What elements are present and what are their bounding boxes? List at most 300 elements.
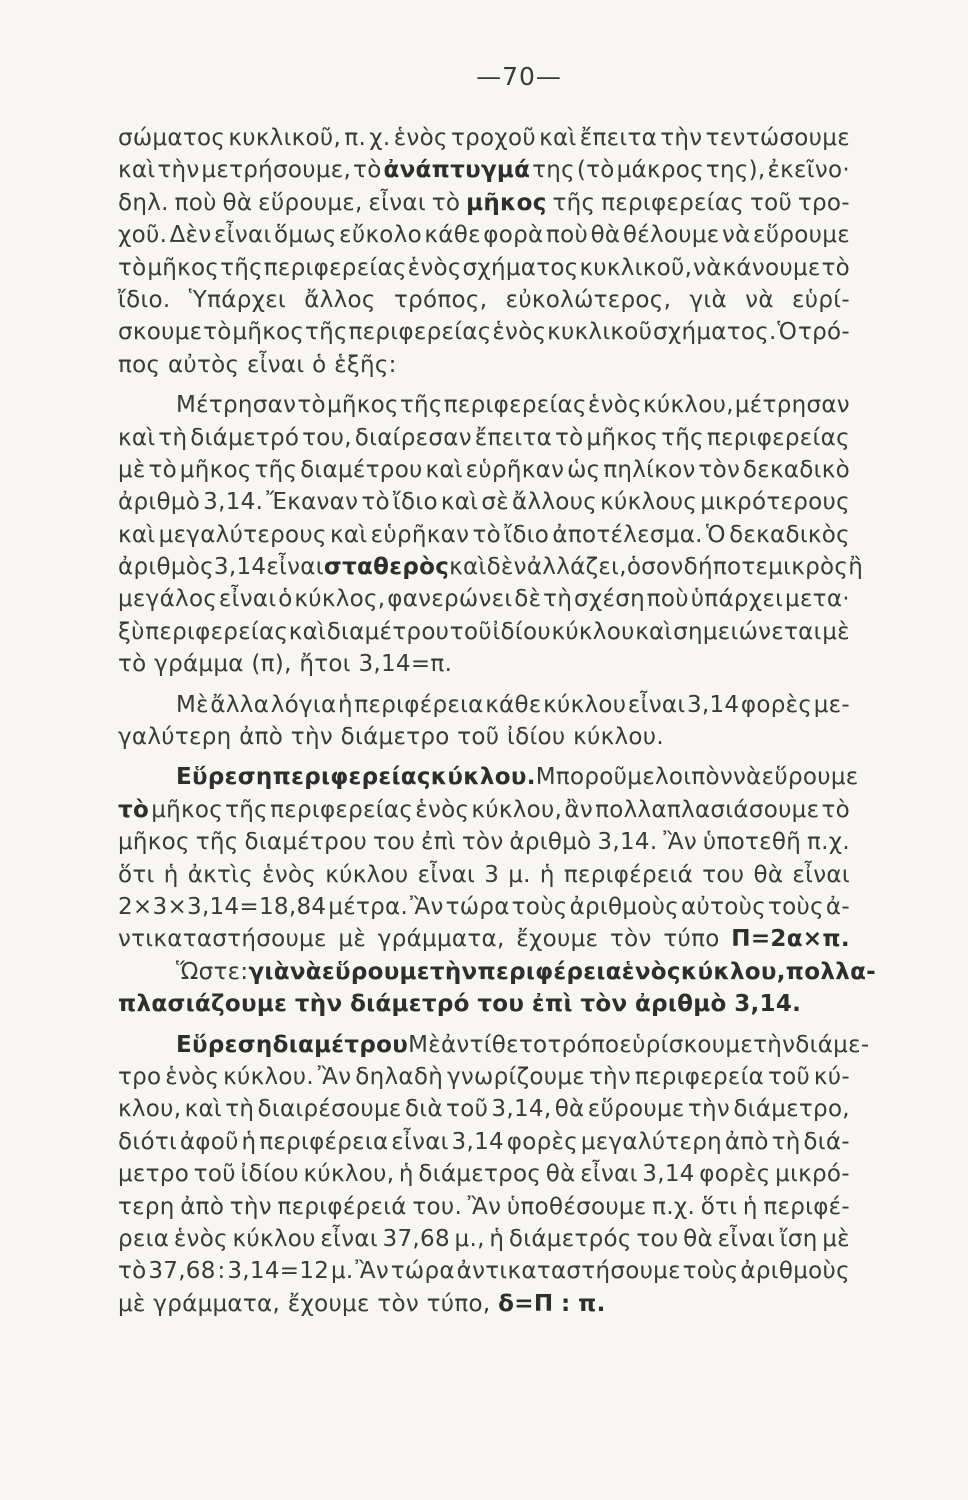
text-line bbox=[118, 1223, 850, 1255]
word: ἔπειτα bbox=[579, 125, 658, 151]
word: θέλουμε bbox=[622, 222, 720, 249]
word: εἶναι bbox=[627, 691, 686, 718]
word: φορὲς bbox=[740, 691, 813, 718]
text-line bbox=[118, 1126, 850, 1158]
word: φορὲς bbox=[506, 1128, 579, 1155]
word: τρό- bbox=[797, 319, 850, 346]
text-line bbox=[118, 689, 850, 721]
text-line bbox=[118, 154, 850, 186]
word: τύπο bbox=[663, 926, 720, 953]
text-line bbox=[118, 956, 877, 988]
word: ἀριθμὸς bbox=[118, 554, 214, 581]
word: αὐτοὺς bbox=[681, 893, 767, 920]
word: 37,68 bbox=[382, 1225, 450, 1252]
word: του bbox=[702, 861, 745, 888]
word: τοὺς bbox=[511, 893, 568, 920]
word: μὲ bbox=[118, 456, 146, 483]
word: εἶναι bbox=[368, 189, 426, 216]
word: εὕρουμε bbox=[587, 1096, 685, 1123]
word: τύπο, bbox=[426, 1290, 491, 1317]
word: εἶναι bbox=[246, 351, 305, 378]
word: δεκαδικὸ bbox=[742, 456, 850, 483]
word: ντικαταστήσουμε bbox=[118, 926, 327, 953]
word: τῆς bbox=[661, 424, 704, 451]
word: τοῦ bbox=[449, 618, 492, 645]
word: τῆς bbox=[195, 829, 239, 856]
word: τὴν bbox=[588, 1063, 632, 1090]
text-line bbox=[118, 422, 850, 454]
word: Ὥστε: bbox=[176, 958, 249, 985]
word: τὸν bbox=[461, 829, 504, 856]
word: τὸ bbox=[148, 456, 177, 483]
word: ἔπειτα bbox=[474, 424, 553, 451]
word: γαλύτερη bbox=[118, 724, 232, 751]
word: εὐκολώτερος, bbox=[505, 286, 672, 313]
word: κύκλου bbox=[551, 618, 635, 645]
word: τὸ bbox=[118, 796, 150, 823]
word: ποὺ bbox=[174, 189, 217, 216]
word: μετα· bbox=[785, 586, 850, 613]
word: ἴδιο bbox=[504, 521, 550, 548]
word: π. bbox=[344, 125, 367, 151]
word: εἶναι bbox=[417, 861, 476, 888]
word: τῆς bbox=[552, 189, 596, 216]
word: ἰδίου bbox=[240, 1161, 299, 1188]
word: διαμέτρου bbox=[272, 1031, 409, 1058]
word: μετρήσουμε, bbox=[201, 157, 352, 184]
text-line bbox=[118, 1191, 850, 1223]
word: π.χ. bbox=[807, 829, 850, 856]
word: τὸν bbox=[580, 991, 628, 1018]
word: καὶ bbox=[118, 424, 156, 451]
text-line bbox=[118, 988, 850, 1020]
word: του bbox=[636, 1225, 679, 1252]
word: περιφέρεια bbox=[259, 1128, 389, 1155]
word: εὔκολο bbox=[339, 222, 422, 249]
word: κυκλικοῦ, bbox=[579, 254, 693, 281]
word: ἀπὸ bbox=[724, 1128, 769, 1155]
word: τὸ bbox=[118, 254, 147, 281]
word: ἡ bbox=[241, 1128, 257, 1155]
word: τὴν bbox=[660, 125, 703, 151]
word: μ., bbox=[454, 1225, 485, 1252]
word: : bbox=[561, 1290, 571, 1317]
word: κύ- bbox=[813, 1063, 850, 1090]
word: ἀφοῦ bbox=[179, 1128, 239, 1155]
word: σχέση bbox=[574, 586, 645, 613]
word: κύκλου bbox=[232, 1225, 316, 1252]
word: τοῦ bbox=[446, 1096, 489, 1123]
word: Μέτρησαν bbox=[176, 392, 297, 419]
word: 3,14 bbox=[213, 554, 267, 581]
word: Μὲ bbox=[176, 691, 209, 718]
word: Μποροῦμε bbox=[535, 764, 655, 791]
word: τὴν bbox=[294, 991, 343, 1018]
word: τὴν bbox=[429, 958, 478, 985]
word: Ἂν bbox=[663, 829, 697, 856]
word: ἑξῆς: bbox=[334, 351, 397, 378]
word: τώρα bbox=[445, 893, 510, 920]
word: τὴν bbox=[229, 1193, 272, 1220]
word: τὸ bbox=[472, 521, 501, 548]
word: ἀποτέλεσμα. bbox=[552, 521, 703, 548]
word: διαιρέσουμε bbox=[257, 1096, 402, 1123]
word: Ἂν bbox=[410, 893, 444, 920]
word: περιφερείας bbox=[601, 189, 745, 216]
text-line bbox=[118, 923, 850, 955]
word: σὲ bbox=[481, 489, 509, 516]
text-line bbox=[118, 859, 850, 891]
word: 3,14 bbox=[451, 1128, 504, 1155]
word: σταθερὸς bbox=[323, 554, 450, 581]
word: εὕρουμε, bbox=[258, 189, 363, 216]
word: μετρο bbox=[118, 1161, 190, 1188]
word: κύκλους bbox=[600, 489, 698, 516]
word: τὴ bbox=[225, 1096, 255, 1123]
word: περιφέρεια bbox=[354, 691, 484, 718]
word: θὰ bbox=[683, 1225, 713, 1252]
word: ἀκτὶς bbox=[187, 861, 254, 888]
word: τοὺς bbox=[682, 1258, 739, 1285]
text-line bbox=[118, 1288, 850, 1320]
word: πολλαπλασιάσουμε bbox=[595, 796, 820, 823]
word: μὲ bbox=[822, 1225, 850, 1252]
text-line bbox=[118, 389, 850, 421]
word: ἂν bbox=[564, 796, 593, 823]
text-line bbox=[118, 219, 850, 251]
word: ἴση bbox=[779, 1225, 818, 1252]
word: ἀριθμὸ bbox=[509, 829, 592, 856]
word: καὶ bbox=[118, 157, 156, 184]
word: διαίρεσαν bbox=[354, 424, 472, 451]
word: ἄλλους bbox=[512, 489, 598, 516]
word: ἴδιο bbox=[392, 489, 438, 516]
word: ὁσονδήποτε bbox=[626, 554, 769, 581]
word: μεγαλύτερους bbox=[158, 521, 327, 548]
word: τοῦ bbox=[749, 189, 793, 216]
word: διάμετρος bbox=[418, 1161, 542, 1188]
word: περιφερείας bbox=[443, 392, 587, 419]
word: τὴν bbox=[157, 157, 200, 184]
word: ἡ bbox=[337, 691, 353, 718]
word: ἀριθμὸ bbox=[118, 489, 201, 516]
word: εὕρουμε bbox=[761, 764, 859, 791]
word: λόγια bbox=[270, 691, 337, 718]
word: ἑνὸς bbox=[587, 392, 642, 419]
word: ξὺ bbox=[118, 618, 145, 645]
word: ἑνὸς bbox=[393, 125, 448, 151]
word: Ἂν bbox=[467, 1193, 502, 1220]
word: μικρό- bbox=[775, 1161, 850, 1188]
text-line bbox=[118, 316, 850, 348]
word: περιφερεία bbox=[634, 1063, 765, 1090]
word: 3,14=π. bbox=[358, 651, 453, 678]
word: Ἔκαναν bbox=[266, 489, 359, 516]
word: ὑποθέσουμε bbox=[506, 1193, 647, 1220]
word: τὸ bbox=[297, 392, 326, 419]
word: τὴ bbox=[771, 1128, 801, 1155]
word: ἔχουμε bbox=[287, 1290, 370, 1317]
word: μάκρος bbox=[616, 157, 704, 184]
word: καὶ bbox=[330, 521, 368, 548]
word: μῆκος bbox=[466, 189, 547, 216]
word: τροχοῦ bbox=[450, 125, 536, 151]
word: τεντώσουμε bbox=[705, 125, 850, 151]
word: μῆκος bbox=[147, 254, 220, 281]
word: φορὲς bbox=[699, 1161, 771, 1188]
text-line bbox=[118, 721, 850, 753]
word: λοιπὸν bbox=[654, 764, 733, 791]
word: μικρὸς bbox=[768, 554, 849, 581]
word: κάθε bbox=[485, 691, 542, 718]
word: ἀριθμοὺς bbox=[569, 893, 680, 920]
word: 3,14. bbox=[203, 489, 264, 516]
word: κύκλου, bbox=[642, 392, 734, 419]
word: 3,14=12 bbox=[227, 1258, 330, 1285]
word: ὁ bbox=[278, 586, 293, 613]
word: τοῦ bbox=[767, 1063, 811, 1090]
word: ἀριθμοὺς bbox=[740, 1258, 850, 1285]
word: μ. bbox=[508, 861, 531, 888]
word: δηλαδὴ bbox=[355, 1063, 444, 1090]
word: περιφερείας bbox=[272, 764, 431, 791]
word: τρόπος, bbox=[393, 286, 488, 313]
word: Δὲν bbox=[169, 222, 212, 249]
word: διότι bbox=[118, 1128, 178, 1155]
word: περιφερείας bbox=[263, 254, 407, 281]
word: διάμετρο, bbox=[733, 1096, 850, 1123]
word: θὰ bbox=[554, 1096, 585, 1123]
word: νὰ bbox=[733, 764, 762, 791]
text-line bbox=[118, 122, 850, 154]
word: ἔχουμε bbox=[516, 926, 599, 953]
word: δ=Π bbox=[498, 1290, 554, 1317]
word: ὑποτεθῆ bbox=[702, 829, 802, 856]
word: τῆς bbox=[304, 319, 348, 346]
word: εὑρῆκαν bbox=[370, 521, 470, 548]
word: του bbox=[477, 991, 525, 1018]
word: της bbox=[532, 157, 575, 184]
word: γράμματα, bbox=[377, 926, 505, 953]
word: τρο- bbox=[797, 189, 850, 216]
word: περιφερείας bbox=[145, 618, 289, 645]
word: τὸ bbox=[821, 254, 850, 281]
word: τῆς bbox=[220, 254, 263, 281]
word: Μὲ bbox=[408, 1031, 441, 1058]
word: του bbox=[372, 829, 416, 856]
word: τὸν bbox=[698, 456, 741, 483]
word: νὰ bbox=[693, 254, 722, 281]
word: περιφέρειά bbox=[277, 1193, 407, 1220]
word: Ἂν bbox=[355, 1258, 389, 1285]
word: νὰ bbox=[745, 286, 774, 313]
word: της), bbox=[705, 157, 766, 184]
text-line bbox=[118, 1093, 850, 1125]
word: τὸ bbox=[431, 189, 461, 216]
word: ὅμως bbox=[273, 222, 337, 249]
page-number: —70— bbox=[476, 62, 562, 91]
word: ἀνάπτυγμά bbox=[383, 157, 531, 184]
word: σημειώνεται bbox=[673, 618, 822, 645]
word: 3,14. bbox=[734, 991, 802, 1018]
body-text bbox=[118, 122, 877, 1320]
word: του. bbox=[412, 1193, 463, 1220]
word: ἐκεῖνο· bbox=[767, 157, 850, 184]
word: καὶ bbox=[288, 618, 327, 645]
word: αὐτὸς bbox=[167, 351, 240, 378]
word: (τὸ bbox=[576, 157, 615, 184]
text-line bbox=[118, 1158, 850, 1190]
word: μὲ bbox=[118, 1290, 146, 1317]
word: ἑνὸς bbox=[621, 958, 681, 985]
word: τὴ bbox=[543, 586, 573, 613]
word: εὕρουμε bbox=[753, 222, 850, 249]
word: μῆκος bbox=[326, 392, 399, 419]
word: περιφερείας bbox=[706, 424, 850, 451]
word: γιὰ bbox=[689, 286, 727, 313]
word: τοὺς bbox=[768, 893, 824, 920]
word: Ὁ bbox=[777, 319, 798, 346]
word: ἡ bbox=[742, 1193, 758, 1220]
word: δεκαδικὸς bbox=[729, 521, 850, 548]
word: σχήματος bbox=[462, 254, 579, 281]
word: μῆκος bbox=[118, 829, 190, 856]
word: ὑπάρχει bbox=[690, 586, 784, 613]
word: μ. bbox=[331, 1258, 354, 1285]
word: κύκλου, bbox=[303, 1161, 395, 1188]
word: ποὺ bbox=[646, 586, 689, 613]
text-line bbox=[118, 187, 850, 219]
word: τῆς bbox=[254, 456, 298, 483]
word: π. bbox=[578, 1290, 606, 1317]
word: τρόπο bbox=[547, 1031, 620, 1058]
text-line bbox=[118, 349, 850, 381]
word: χοῦ. bbox=[118, 222, 168, 249]
word: καὶ bbox=[449, 554, 487, 581]
word: εὑρί- bbox=[792, 286, 850, 313]
text-line bbox=[118, 519, 850, 551]
word: κύκλου. bbox=[430, 764, 536, 791]
word: πολλα- bbox=[785, 958, 877, 985]
word: π.χ. bbox=[652, 1193, 696, 1220]
word: τῆς bbox=[399, 392, 443, 419]
word: ἀντικαταστήσουμε bbox=[456, 1258, 681, 1285]
word: καὶ bbox=[635, 618, 673, 645]
text-line bbox=[118, 486, 850, 518]
word: διά- bbox=[803, 1128, 850, 1155]
word: ἑνὸς bbox=[407, 254, 462, 281]
word: κύκλου bbox=[325, 861, 409, 888]
word: ρεια bbox=[118, 1225, 170, 1252]
word: δηλ. bbox=[118, 189, 169, 216]
word: ὁ bbox=[312, 351, 327, 378]
text-line bbox=[118, 761, 859, 793]
word: διαμέτρου bbox=[326, 618, 450, 645]
word: Ἂν bbox=[317, 1063, 352, 1090]
text-line bbox=[118, 583, 850, 615]
text-line bbox=[118, 1255, 850, 1287]
word: με- bbox=[813, 691, 850, 718]
word: μέτρα. bbox=[328, 893, 409, 920]
word: εἶναι bbox=[717, 1225, 776, 1252]
word: τὸ bbox=[118, 651, 147, 678]
word: ἄλλα bbox=[210, 691, 270, 718]
word: Ὁ bbox=[706, 521, 726, 548]
word: πλασιάζουμε bbox=[118, 991, 288, 1018]
word: μῆκος bbox=[586, 424, 659, 451]
word: φορὰ bbox=[483, 222, 544, 249]
word: ἄλλος bbox=[304, 286, 376, 313]
word: ἀπὸ bbox=[180, 1193, 225, 1220]
word: μικρότερους bbox=[700, 489, 850, 516]
word: Εὕρεση bbox=[176, 764, 273, 791]
word: ἰδίου bbox=[492, 618, 551, 645]
word: μεγαλύτερη bbox=[580, 1128, 723, 1155]
word: σχήματος. bbox=[653, 319, 777, 346]
word: δὲ bbox=[514, 586, 542, 613]
word: θὰ bbox=[545, 1161, 576, 1188]
word: τὸν bbox=[377, 1290, 420, 1317]
word: νὰ bbox=[721, 222, 751, 249]
word: δὲν bbox=[486, 554, 527, 581]
word: ἡ bbox=[398, 1161, 414, 1188]
word: κάνουμε bbox=[722, 254, 821, 281]
word: του, bbox=[302, 424, 352, 451]
word: 3,14 bbox=[686, 691, 740, 718]
word: ὡς bbox=[567, 456, 601, 483]
word: νὰ bbox=[289, 958, 322, 985]
word: γιὰ bbox=[248, 958, 290, 985]
word: τὴν bbox=[753, 1031, 796, 1058]
word: περιφέ- bbox=[763, 1193, 850, 1220]
word: εἶναι bbox=[580, 1161, 638, 1188]
word: χ. bbox=[369, 125, 391, 151]
word: μῆκος bbox=[151, 796, 224, 823]
word: καὶ bbox=[184, 1096, 222, 1123]
word: ἑνὸς bbox=[173, 1225, 228, 1252]
word: Ὑπάρχει bbox=[188, 286, 287, 313]
word: εὑρῆκαν bbox=[465, 456, 565, 483]
word: ἀ- bbox=[825, 893, 850, 920]
word: διάμετρό bbox=[190, 424, 300, 451]
word: καὶ bbox=[440, 489, 479, 516]
word: εἶναι bbox=[266, 554, 324, 581]
word: εἶναι bbox=[214, 222, 272, 249]
text-line bbox=[118, 648, 850, 680]
word: τοῦ bbox=[193, 1161, 236, 1188]
word: : bbox=[217, 1258, 226, 1285]
word: καὶ bbox=[539, 125, 577, 151]
word: τὸν bbox=[609, 926, 652, 953]
word: τὸ bbox=[203, 319, 232, 346]
word: μεγάλος bbox=[118, 586, 218, 613]
word: θὰ bbox=[753, 861, 784, 888]
word: τὴν bbox=[290, 724, 333, 751]
word: ἢ bbox=[848, 554, 864, 581]
text-line bbox=[118, 1061, 850, 1093]
word: ὅτι bbox=[118, 861, 155, 888]
word: ἡ bbox=[539, 861, 555, 888]
text-line bbox=[118, 284, 850, 316]
word: 2×3×3,14=18,84 bbox=[118, 893, 327, 920]
word: τοῦ bbox=[457, 724, 500, 751]
word: ἑνὸς bbox=[262, 861, 317, 888]
word: 3,14 bbox=[642, 1161, 695, 1188]
word: εὕρουμε bbox=[321, 958, 430, 985]
word: τρο bbox=[118, 1063, 162, 1090]
word: ἡ bbox=[163, 861, 179, 888]
word: κυκλικοῦ, bbox=[228, 125, 342, 151]
